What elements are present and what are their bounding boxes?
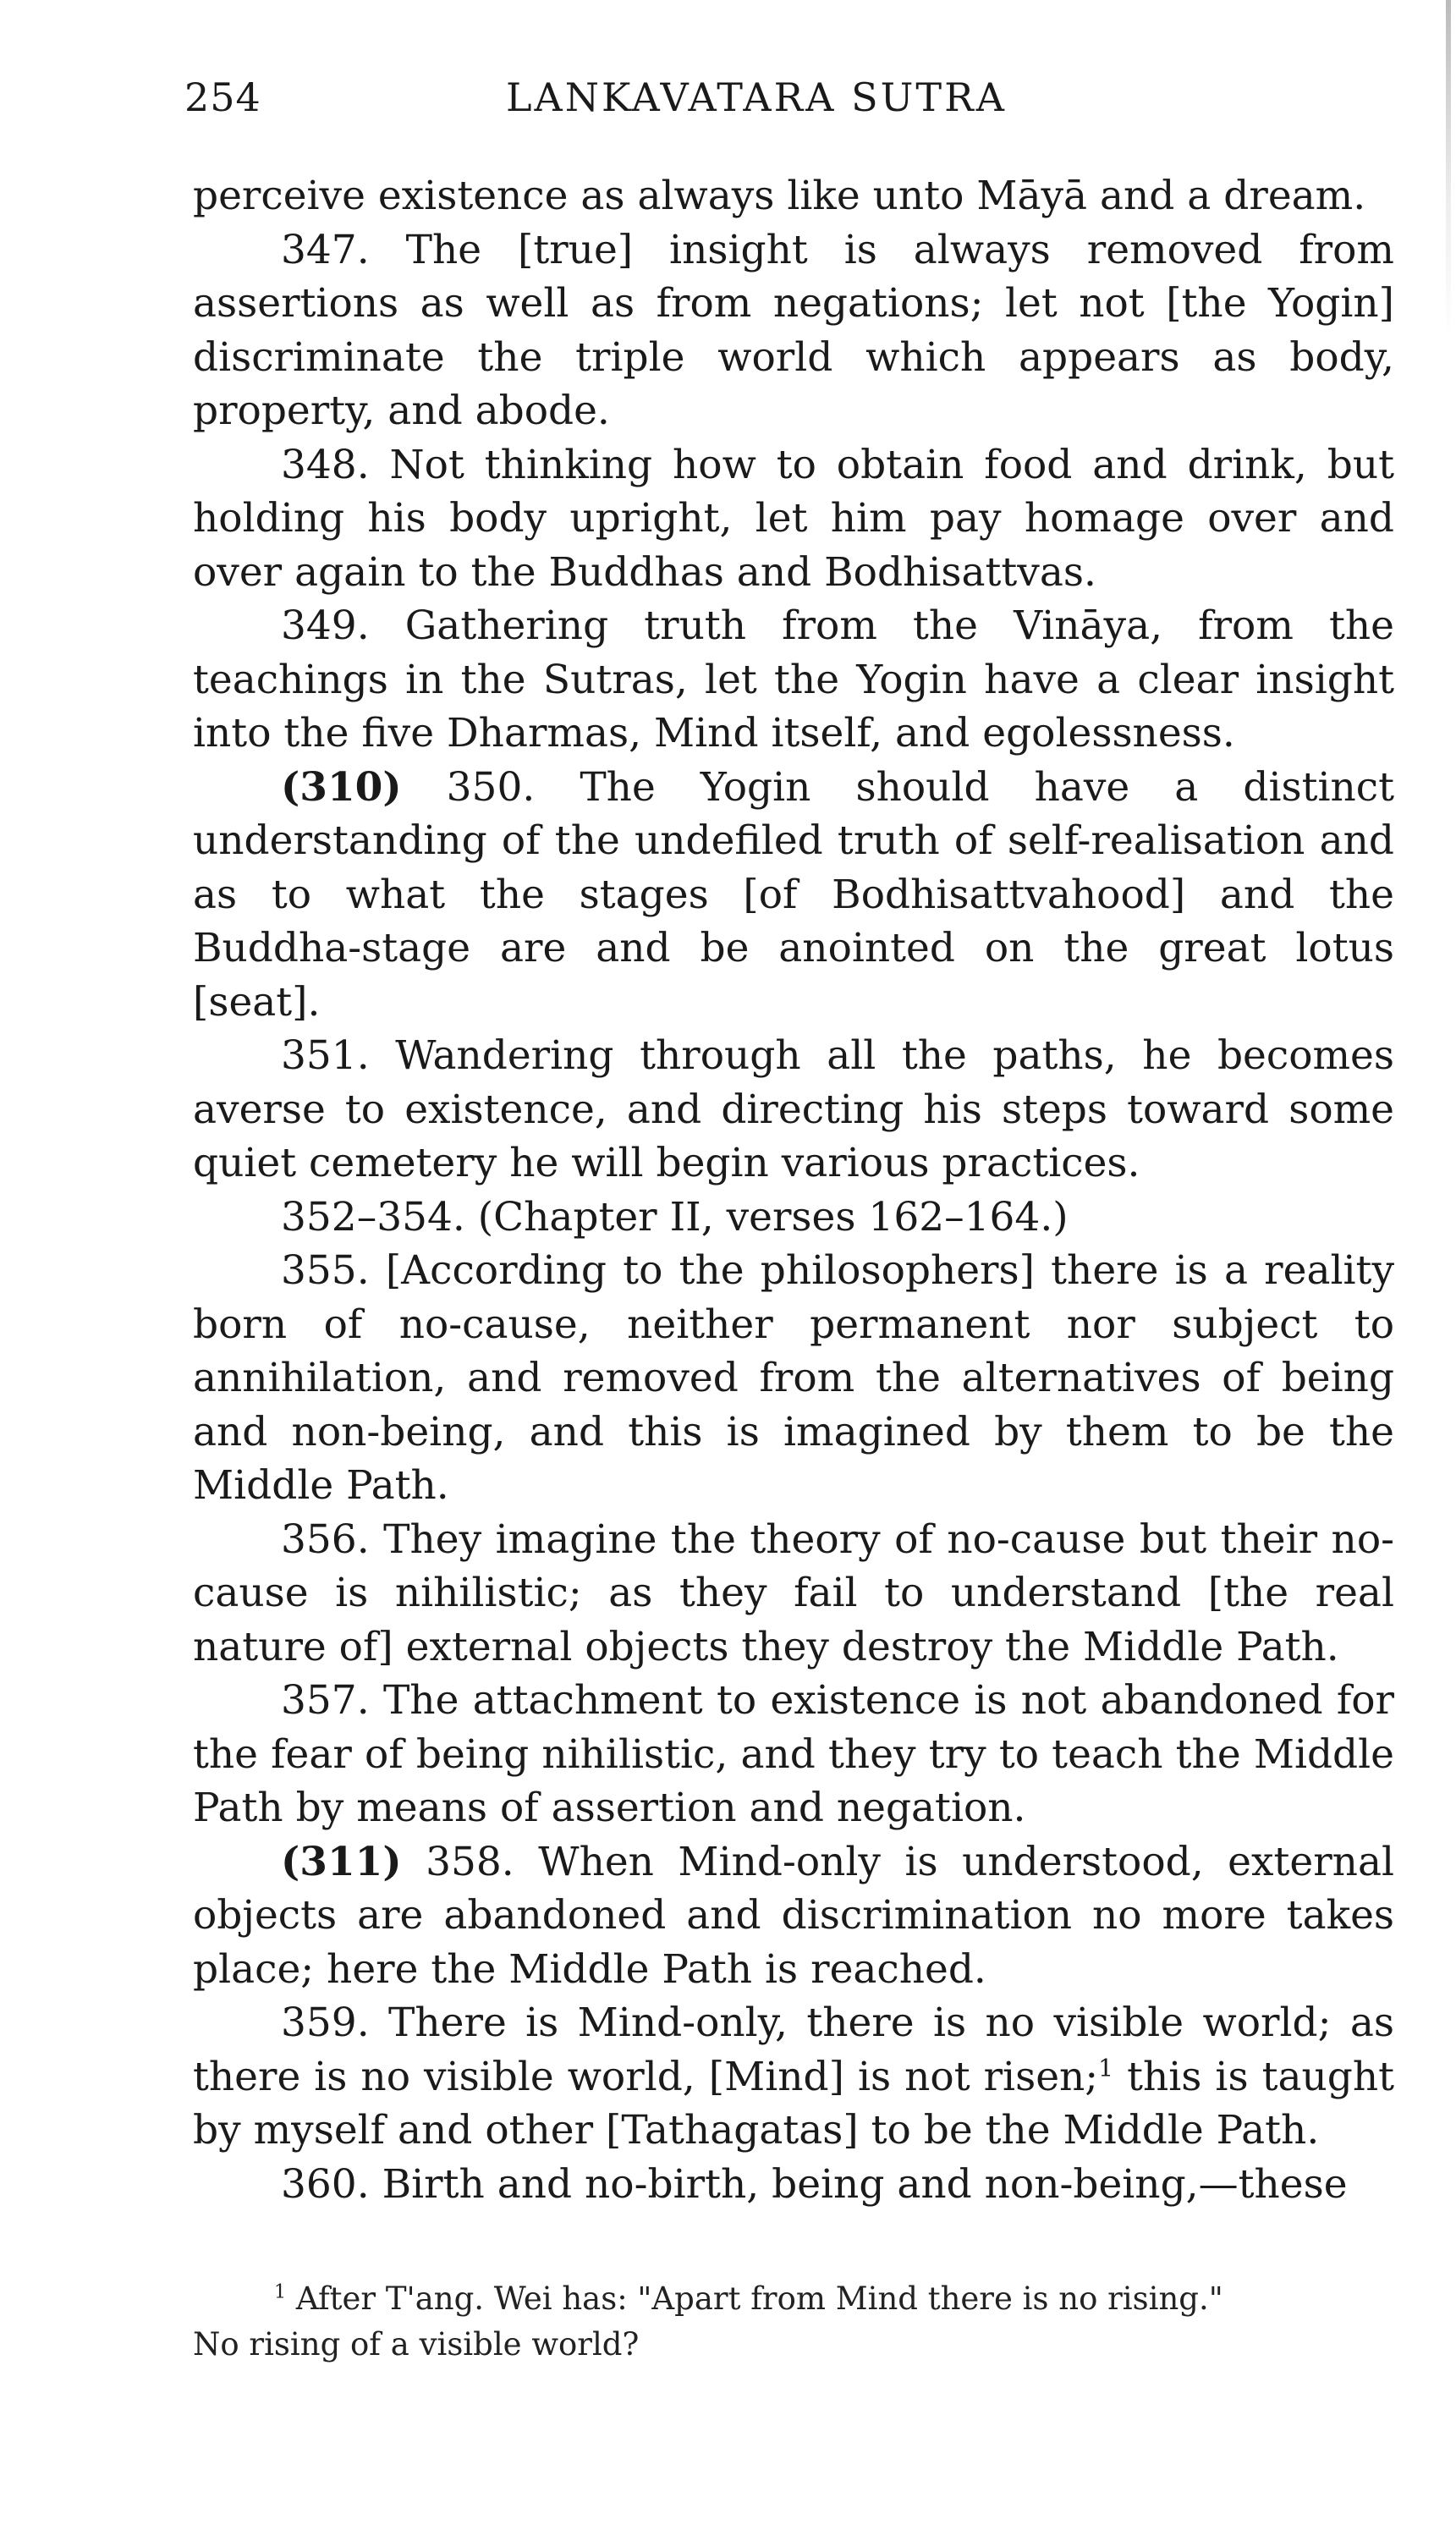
- verse-352-354: 352–354. (Chapter II, verses 162–164.): [281, 1193, 1069, 1240]
- running-title: LANKAVATARA SUTRA: [506, 74, 1007, 120]
- footnote: [193, 2276, 1394, 2368]
- verse-360: 360. Birth and no-birth, being and non-being,—these: [281, 2160, 1348, 2208]
- verse-348: 348. Not thinking how to obtain food and drink, but holding his body upright, let him pay homage over and over again to the Buddhas and Bodhisattvas.: [193, 441, 1394, 596]
- footnote-line-1: [193, 2276, 1394, 2322]
- verse-351: 351. Wandering through all the paths, he becomes averse to existence, and directing his steps toward some quiet cemetery he will begin various practices.: [193, 1032, 1394, 1186]
- footnote-line-2: No rising of a visible world?: [193, 2326, 640, 2363]
- footnote-reference: 1: [1098, 2053, 1114, 2082]
- verse-359-part-a: 359. There is Mind-only, there is no visible world; as there is no visible world, [Mind] is not risen;: [193, 2000, 1394, 2100]
- verse-350: 350. The Yogin should have a distinct understanding of the undefiled truth of self-realisation and as to what the stages [of Bodhisattvahood] and the Buddha-stage are and be anointed on the great lotus [seat].: [193, 763, 1394, 1026]
- verse-357: 357. The attachment to existence is not abandoned for the fear of being nihilistic, and they try to teach the Middle Path by means of assertion and negation.: [193, 1677, 1394, 1831]
- page-number: 254: [184, 74, 261, 120]
- body-text: [193, 169, 1394, 2211]
- verse-347: 347. The [true] insight is always removed from assertions as well as from negations; let not [the Yogin] discriminate the triple world which appears as body, property, and abode.: [193, 226, 1394, 434]
- verse-359-part-b: this is taught by myself and other [Tathagatas] to be the Middle Path.: [193, 2053, 1395, 2154]
- sanskrit-page-marker-311: (311): [281, 1838, 402, 1885]
- page-edge-mark: [1446, 0, 1451, 338]
- verse-359: [193, 1996, 1394, 2158]
- verse-358-paragraph: [193, 1835, 1394, 1997]
- verse-350-paragraph: [193, 761, 1394, 1030]
- paragraph-continuation: perceive existence as always like unto Māyā and a dream.: [193, 173, 1366, 219]
- verse-349: 349. Gathering truth from the Vināya, from the teachings in the Sutras, let the Yogin have a clear insight into the five Dharmas, Mind itself, and egolessness.: [193, 602, 1394, 756]
- verse-355: 355. [According to the philosophers] there is a reality born of no-cause, neither permanent nor subject to annihilation, and removed from the alternatives of being and non-being, and this is imagined by them to be the Middle Path.: [193, 1247, 1394, 1509]
- verse-356: 356. They imagine the theory of no-cause but their no-cause is nihilistic; as they fail to understand [the real nature of] external objects they destroy the Middle Path.: [193, 1516, 1394, 1670]
- footnote-text-a: After T'ang. Wei has: "Apart from Mind there is no rising.": [286, 2280, 1223, 2317]
- sanskrit-page-marker-310: (310): [281, 763, 402, 811]
- verse-358: 358. When Mind-only is understood, external objects are abandoned and discrimination no more takes place; here the Middle Path is reached.: [193, 1838, 1394, 1993]
- footnote-marker: 1: [274, 2280, 287, 2303]
- page-header: [184, 74, 1394, 134]
